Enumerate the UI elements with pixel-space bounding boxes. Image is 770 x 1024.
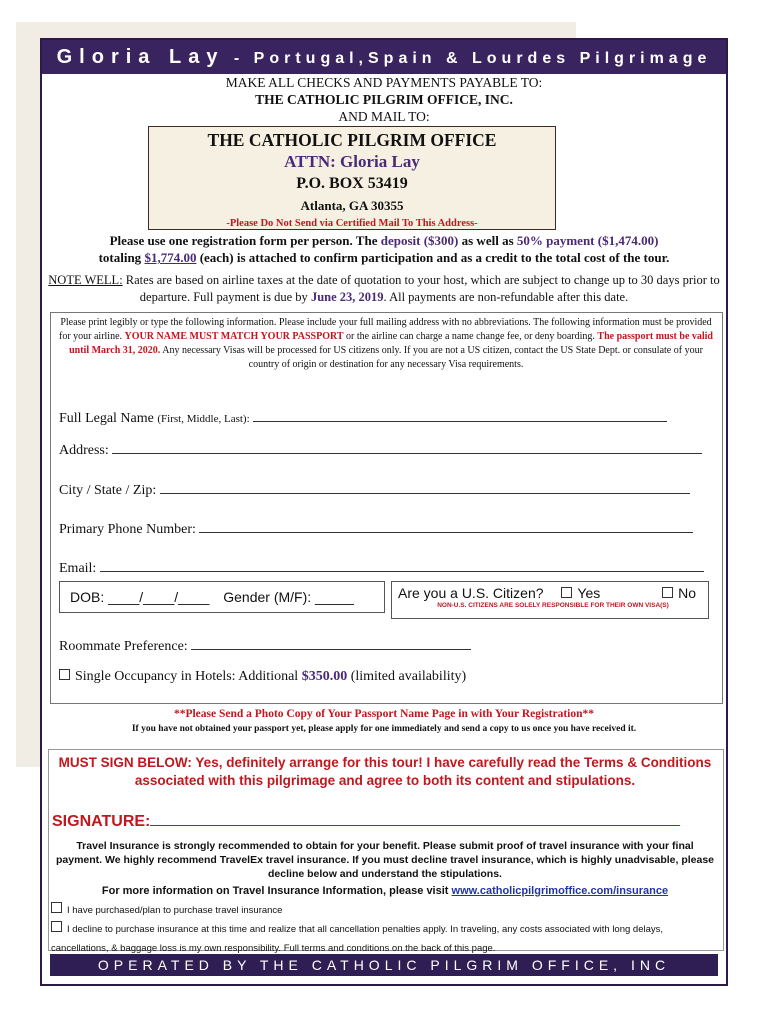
signature-line[interactable] <box>150 811 680 826</box>
single-note: (limited availability) <box>347 669 467 684</box>
address-label: Address: <box>59 443 109 458</box>
phone-field[interactable] <box>59 518 693 538</box>
mail-attn: ATTN: Gloria Lay <box>284 152 420 171</box>
full-name-label: Full Legal Name <box>59 411 154 426</box>
dob-field[interactable]: DOB: ____/____/____ <box>70 589 210 605</box>
due-date: June 23, 2019 <box>310 290 384 304</box>
instr-1: Please print legibly or type the following information. Please include your full mailing address with no abbreviations. The following information must be provided for your airline. <box>58 317 712 342</box>
email-line[interactable] <box>100 557 704 572</box>
single-price: $350.00 <box>301 669 348 684</box>
title-bar <box>42 40 726 74</box>
title-destination: - Portugal,Spain & Lourdes Pilgrimage <box>233 50 712 67</box>
footer-bar: OPERATED BY THE CATHOLIC PILGRIM OFFICE, INC <box>50 954 718 976</box>
no-label: No <box>678 585 697 601</box>
payable-line3: AND MAIL TO: <box>338 109 430 124</box>
address-field[interactable] <box>59 439 702 459</box>
roommate-field[interactable] <box>59 635 471 655</box>
passport-request: **Please Send a Photo Copy of Your Passport Name Page in with Your Registration** <box>173 708 595 720</box>
instructions <box>57 316 715 372</box>
deposit-amount: deposit ($300) <box>380 233 459 248</box>
insurance-more-text: For more information on Travel Insurance Information, please visit <box>101 885 452 897</box>
registration-form <box>40 38 728 986</box>
citizenship-box <box>391 581 709 619</box>
dob-gender-box[interactable] <box>59 581 385 613</box>
phone-label: Primary Phone Number: <box>59 522 196 537</box>
opt2-label: I decline to purchase insurance at this time and realize that all cancellation penalties apply. In traveling, any costs associated with long delays, cancellations, & baggage loss is my own responsibility. Full terms and conditions on the back of this page. <box>51 924 664 954</box>
checkbox-icon[interactable] <box>51 902 62 913</box>
signature-field[interactable] <box>52 811 680 831</box>
signature-label: SIGNATURE: <box>52 813 151 830</box>
passport-valid-warning: The passport must be valid until March 31, 2020. <box>69 331 713 356</box>
instr-5: Any necessary Visas will be processed for US citizens only. If you are not a US citizen, contact the US State Dept. or consulate of your country of origin or destination for any necessary Visa requirements. <box>160 345 703 370</box>
mail-org: THE CATHOLIC PILGRIM OFFICE <box>207 130 497 150</box>
payable-block <box>42 74 726 125</box>
opt1-label: I have purchased/plan to purchase travel insurance <box>67 905 283 916</box>
email-label: Email: <box>59 561 97 576</box>
insurance-more <box>55 884 715 898</box>
note-text-1: Rates are based on airline taxes at the date of quotation to your host, which are subject to change up to 30 days prior to departure. Full payment is due by <box>122 273 720 304</box>
registration-text <box>42 232 726 266</box>
total-amount: $1,774.00 <box>144 250 197 265</box>
mailing-address-box <box>148 126 556 230</box>
insurance-link[interactable]: www.catholicpilgrimoffice.com/insurance <box>451 885 669 897</box>
reg-text-4: (each) is attached to confirm participation and as a credit to the total cost of the tour. <box>196 250 670 265</box>
address-line[interactable] <box>112 439 702 454</box>
citizen-question: Are you a U.S. Citizen? <box>398 585 544 601</box>
insurance-options <box>51 901 721 958</box>
citizen-yes-option[interactable] <box>561 585 600 601</box>
full-name-field[interactable] <box>59 407 667 427</box>
single-occupancy-option[interactable] <box>59 669 466 685</box>
mail-city: Atlanta, GA 30355 <box>300 198 404 213</box>
city-label: City / State / Zip: <box>59 483 157 498</box>
certified-warning: -Please Do Not Send via Certified Mail To This Address- <box>226 218 478 229</box>
city-state-zip-field[interactable] <box>59 479 690 499</box>
passport-match-warning: YOUR NAME MUST MATCH YOUR PASSPORT <box>124 331 344 342</box>
email-field[interactable] <box>59 557 704 577</box>
signature-section <box>48 749 724 954</box>
note-well <box>42 272 726 306</box>
passport-note: If you have not obtained your passport yet, please apply for one immediately and send a copy to us once you have received it. <box>131 724 637 734</box>
single-label: Single Occupancy in Hotels: Additional <box>75 669 302 684</box>
phone-line[interactable] <box>199 518 693 533</box>
checkbox-icon[interactable] <box>561 587 572 598</box>
payable-line1: MAKE ALL CHECKS AND PAYMENTS PAYABLE TO: <box>225 75 543 90</box>
checkbox-icon[interactable] <box>51 921 62 932</box>
roommate-line[interactable] <box>191 635 471 650</box>
note-label: NOTE WELL: <box>48 273 123 287</box>
traveler-info-box <box>50 312 723 704</box>
roommate-label: Roommate Preference: <box>59 639 188 654</box>
visa-note: NON-U.S. CITIZENS ARE SOLELY RESPONSIBLE FOR THEIR OWN VISA(S) <box>437 602 669 609</box>
gender-field[interactable]: Gender (M/F): _____ <box>223 589 354 605</box>
yes-label: Yes <box>577 585 601 601</box>
insurance-purchase-option[interactable] <box>51 901 721 920</box>
full-name-hint: (First, Middle, Last): <box>157 413 250 425</box>
reg-text-2: as well as <box>458 233 517 248</box>
reg-text-3: totaling <box>98 250 145 265</box>
must-sign-statement: MUST SIGN BELOW: Yes, definitely arrange for this tour! I have carefully read the Terms & Conditions associated with this pilgrimage and agree to both its content and stipulations. <box>58 755 712 788</box>
title-name: Gloria Lay <box>56 46 225 68</box>
citizen-no-option[interactable] <box>662 585 696 601</box>
city-line[interactable] <box>160 479 690 494</box>
checkbox-icon[interactable] <box>662 587 673 598</box>
checkbox-icon[interactable] <box>59 669 70 680</box>
mail-pobox: P.O. BOX 53419 <box>296 175 408 192</box>
full-name-line[interactable] <box>253 407 667 422</box>
instr-3: or the airline can charge a name change fee, or deny boarding. <box>343 331 598 342</box>
insurance-decline-option[interactable] <box>51 920 721 958</box>
payment-amount: 50% payment ($1,474.00) <box>516 233 659 248</box>
note-text-2: . All payments are non-refundable after this date. <box>383 290 629 304</box>
reg-text-1: Please use one registration form per person. The <box>109 233 381 248</box>
payable-line2: THE CATHOLIC PILGRIM OFFICE, INC. <box>255 92 513 107</box>
insurance-text: Travel Insurance is strongly recommended to obtain for your benefit. Please submit proof of travel insurance with your final payment. We highly recommend TravelEx travel insurance. If you must decline travel insurance, which is highly unadvisable, please decline below and understand the stipulations. <box>55 840 715 880</box>
